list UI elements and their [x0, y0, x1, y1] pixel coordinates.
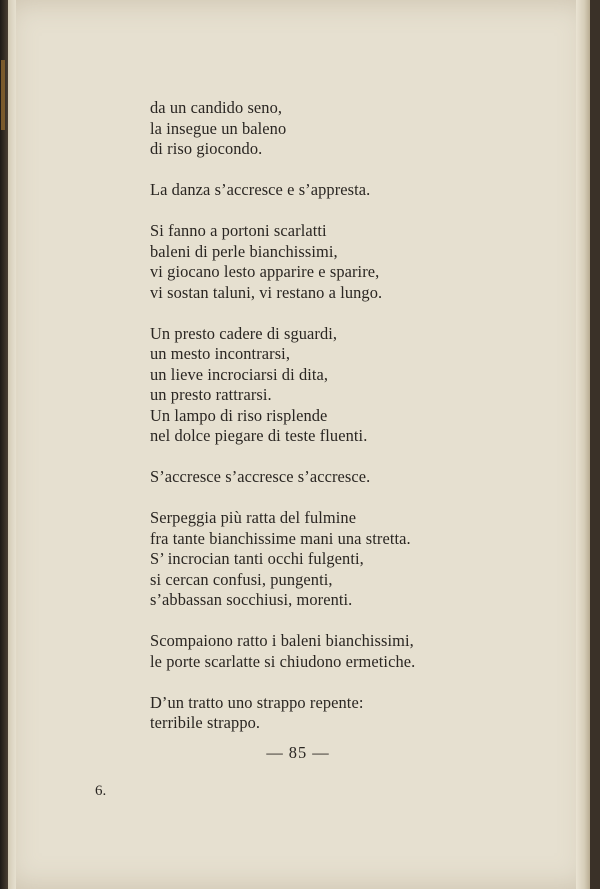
- poem-line: terribile strappo.: [150, 713, 261, 732]
- poem-line: D’un tratto uno strappo repente:: [150, 692, 364, 712]
- stanza: [150, 324, 450, 447]
- poem-line: La danza s’accresce e s’appresta.: [150, 180, 371, 199]
- poem-line: si cercan confusi, pungenti,: [150, 569, 333, 589]
- poem-line: S’ incrocian tanti occhi fulgenti,: [150, 549, 364, 568]
- book-page: [6, 0, 590, 889]
- page-number: — 85 —: [266, 743, 330, 762]
- poem-line: un mesto incontrarsi,: [150, 344, 291, 363]
- poem-line: le porte scarlatte si chiudono ermetiche.: [150, 651, 416, 671]
- poem-line: Un lampo di riso risplende: [150, 405, 328, 425]
- poem-line: la insegue un baleno: [150, 118, 287, 138]
- poem-line: vi giocano lesto apparire e sparire,: [150, 262, 380, 281]
- stanza: [150, 631, 450, 672]
- poem-line: baleni di perle bianchissimi,: [150, 241, 338, 261]
- stanza: [150, 693, 450, 734]
- signature-mark: 6.: [95, 783, 107, 799]
- poem-line: Serpeggia più ratta del fulmine: [150, 508, 357, 527]
- poem-line: da un candido seno,: [150, 98, 283, 117]
- stanza: [150, 98, 450, 160]
- poem-line: di riso giocondo.: [150, 139, 263, 158]
- stanza: [150, 508, 450, 611]
- poem-text: [150, 98, 450, 754]
- poem-line: s’abbassan socchiusi, morenti.: [150, 590, 353, 609]
- stanza: [150, 180, 450, 201]
- stanza: [150, 467, 450, 488]
- poem-line: nel dolce piegare di teste fluenti.: [150, 426, 368, 445]
- poem-line: un presto rattrarsi.: [150, 385, 272, 404]
- poem-line: Un presto cadere di sguardi,: [150, 323, 338, 343]
- poem-line: fra tante bianchissime mani una stretta.: [150, 528, 411, 548]
- spine-binding-mark: [1, 60, 5, 130]
- poem-line: Si fanno a portoni scarlatti: [150, 221, 327, 240]
- stanza: [150, 221, 450, 303]
- poem-line: vi sostan taluni, vi restano a lungo.: [150, 282, 383, 302]
- poem-line: Scompaiono ratto i baleni bianchissimi,: [150, 631, 414, 650]
- poem-line: S’accresce s’accresce s’accresce.: [150, 467, 371, 486]
- book-spine: [0, 0, 8, 889]
- poem-line: un lieve incrociarsi di dita,: [150, 364, 329, 384]
